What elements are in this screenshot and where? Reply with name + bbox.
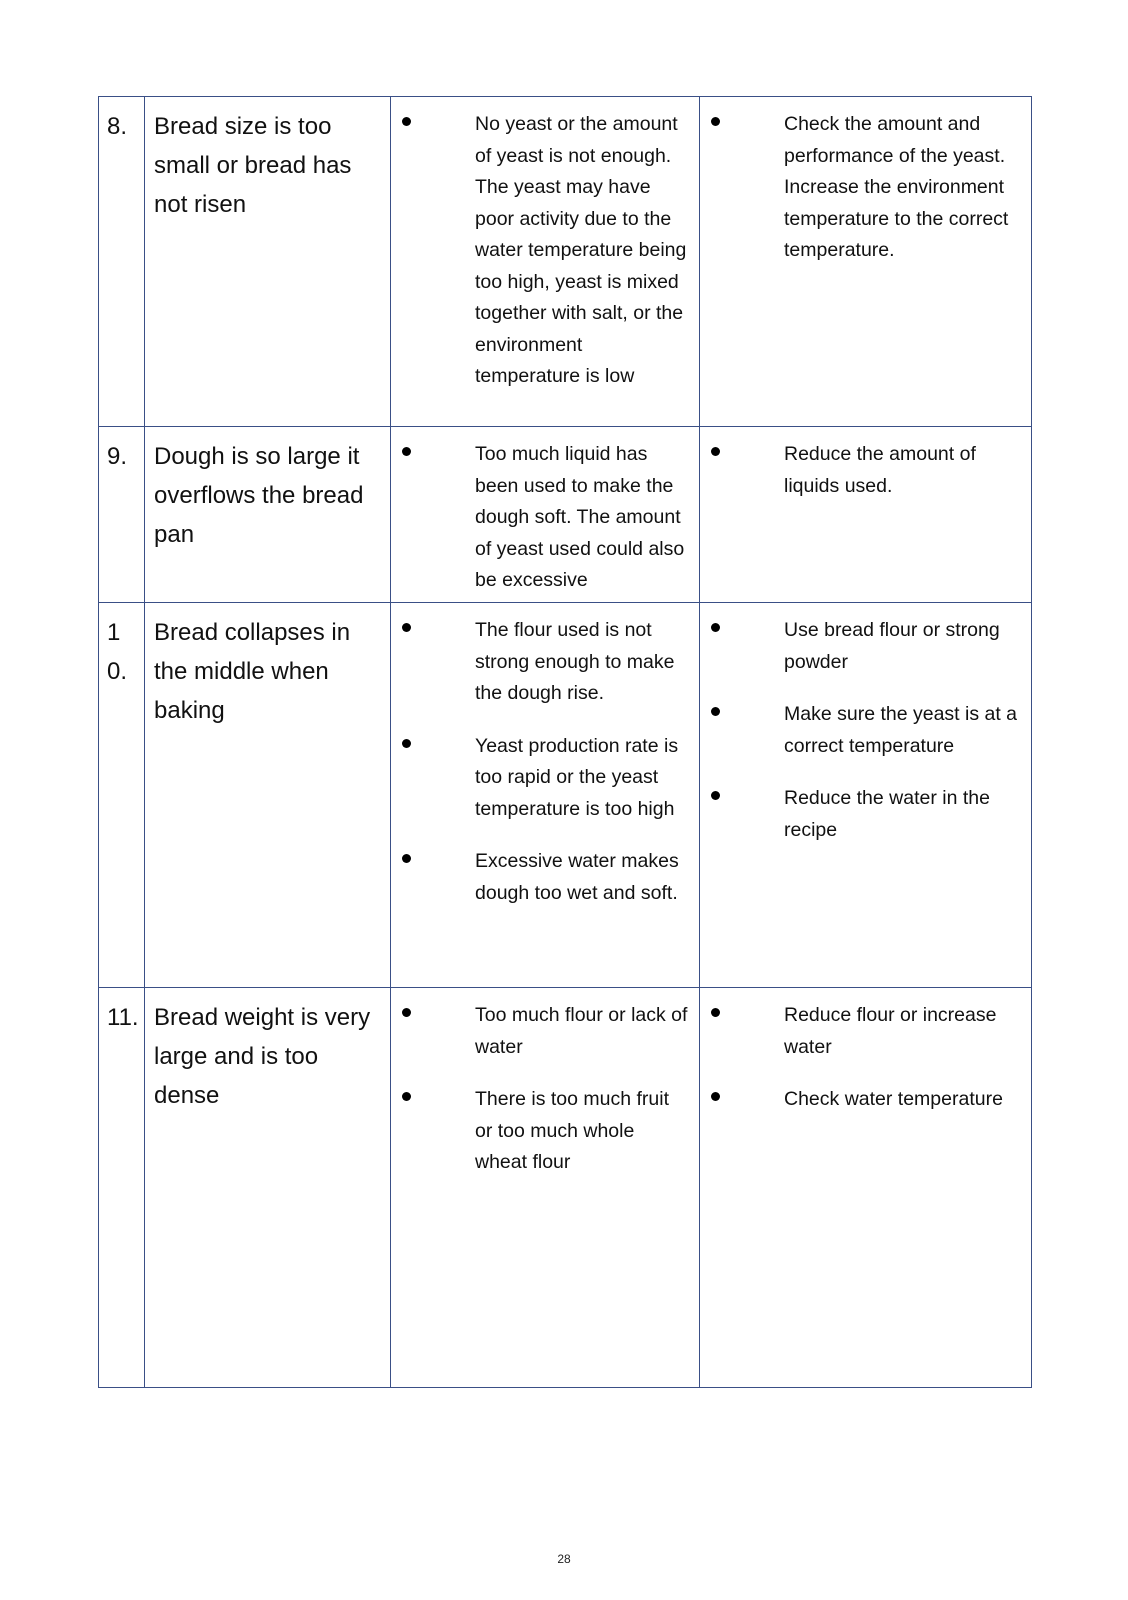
troubleshooting-table: [98, 96, 1032, 1388]
cause-text: Excessive water makes dough too wet and soft.: [475, 850, 679, 904]
cause-text: Too much flour or lack of water: [475, 1004, 688, 1058]
cause-item: [391, 731, 691, 826]
solution-text: Check water temperature: [784, 1088, 1003, 1110]
cause-text: There is too much fruit or too much whole wheat flour: [475, 1088, 669, 1173]
cause-cell: [391, 427, 700, 603]
cause-cell: [391, 97, 700, 427]
solution-text: Make sure the yeast is at a correct temperature: [784, 703, 1018, 757]
bullet-icon: [391, 615, 475, 710]
row-number: 10.: [99, 603, 145, 988]
solution-text: Reduce the water in the recipe: [784, 787, 990, 841]
solution-cell: [700, 427, 1032, 603]
problem-cell: Bread size is too small or bread has not risen: [145, 97, 391, 427]
cause-item: [391, 846, 691, 909]
cause-item: [391, 615, 691, 710]
bullet-icon: [391, 731, 475, 826]
solution-cell: [700, 988, 1032, 1388]
bullet-icon: [700, 1084, 784, 1116]
bullet-icon: [391, 846, 475, 909]
bullet-icon: [391, 109, 475, 393]
solution-item: [700, 109, 1023, 267]
table-row: [99, 97, 1032, 427]
cause-item: [391, 109, 691, 393]
bullet-icon: [391, 439, 475, 597]
cause-text: No yeast or the amount of yeast is not enough. The yeast may have poor activity due to the water temperature being too high, yeast is mixed together with salt, or the environment temperature is low: [475, 113, 687, 387]
solution-item: [700, 1000, 1023, 1063]
cause-cell: [391, 988, 700, 1388]
solution-cell: [700, 603, 1032, 988]
page-number: 28: [557, 1552, 571, 1566]
bullet-icon: [391, 1000, 475, 1063]
cause-text: Yeast production rate is too rapid or the yeast temperature is too high: [475, 734, 679, 820]
row-number: 9.: [99, 427, 145, 603]
bullet-icon: [700, 439, 784, 502]
row-number: 11.: [99, 988, 145, 1388]
table-row: [99, 427, 1032, 603]
solution-text: Use bread flour or strong powder: [784, 619, 1000, 673]
bullet-icon: [700, 615, 784, 678]
solution-item: [700, 1084, 1023, 1116]
bullet-icon: [700, 109, 784, 267]
row-number: 8.: [99, 97, 145, 427]
bullet-icon: [700, 1000, 784, 1063]
problem-cell: Dough is so large it overflows the bread pan: [145, 427, 391, 603]
solution-item: [700, 699, 1023, 762]
cause-text: The flour used is not strong enough to make the dough rise.: [475, 619, 675, 704]
bullet-icon: [700, 783, 784, 846]
table-row: [99, 603, 1032, 988]
solution-text: Check the amount and performance of the yeast. Increase the environment temperature to the correct temperature.: [784, 113, 1009, 261]
solution-item: [700, 783, 1023, 846]
cause-item: [391, 1000, 691, 1063]
problem-cell: Bread collapses in the middle when baking: [145, 603, 391, 988]
table-row: [99, 988, 1032, 1388]
problem-cell: Bread weight is very large and is too dense: [145, 988, 391, 1388]
cause-item: [391, 439, 691, 597]
cause-cell: [391, 603, 700, 988]
bullet-icon: [391, 1084, 475, 1179]
solution-item: [700, 615, 1023, 678]
solution-text: Reduce flour or increase water: [784, 1004, 997, 1058]
cause-item: [391, 1084, 691, 1179]
cause-text: Too much liquid has been used to make the dough soft. The amount of yeast used could also be excessive: [475, 443, 685, 591]
bullet-icon: [700, 699, 784, 762]
solution-cell: [700, 97, 1032, 427]
solution-text: Reduce the amount of liquids used.: [784, 443, 976, 497]
solution-item: [700, 439, 1023, 502]
